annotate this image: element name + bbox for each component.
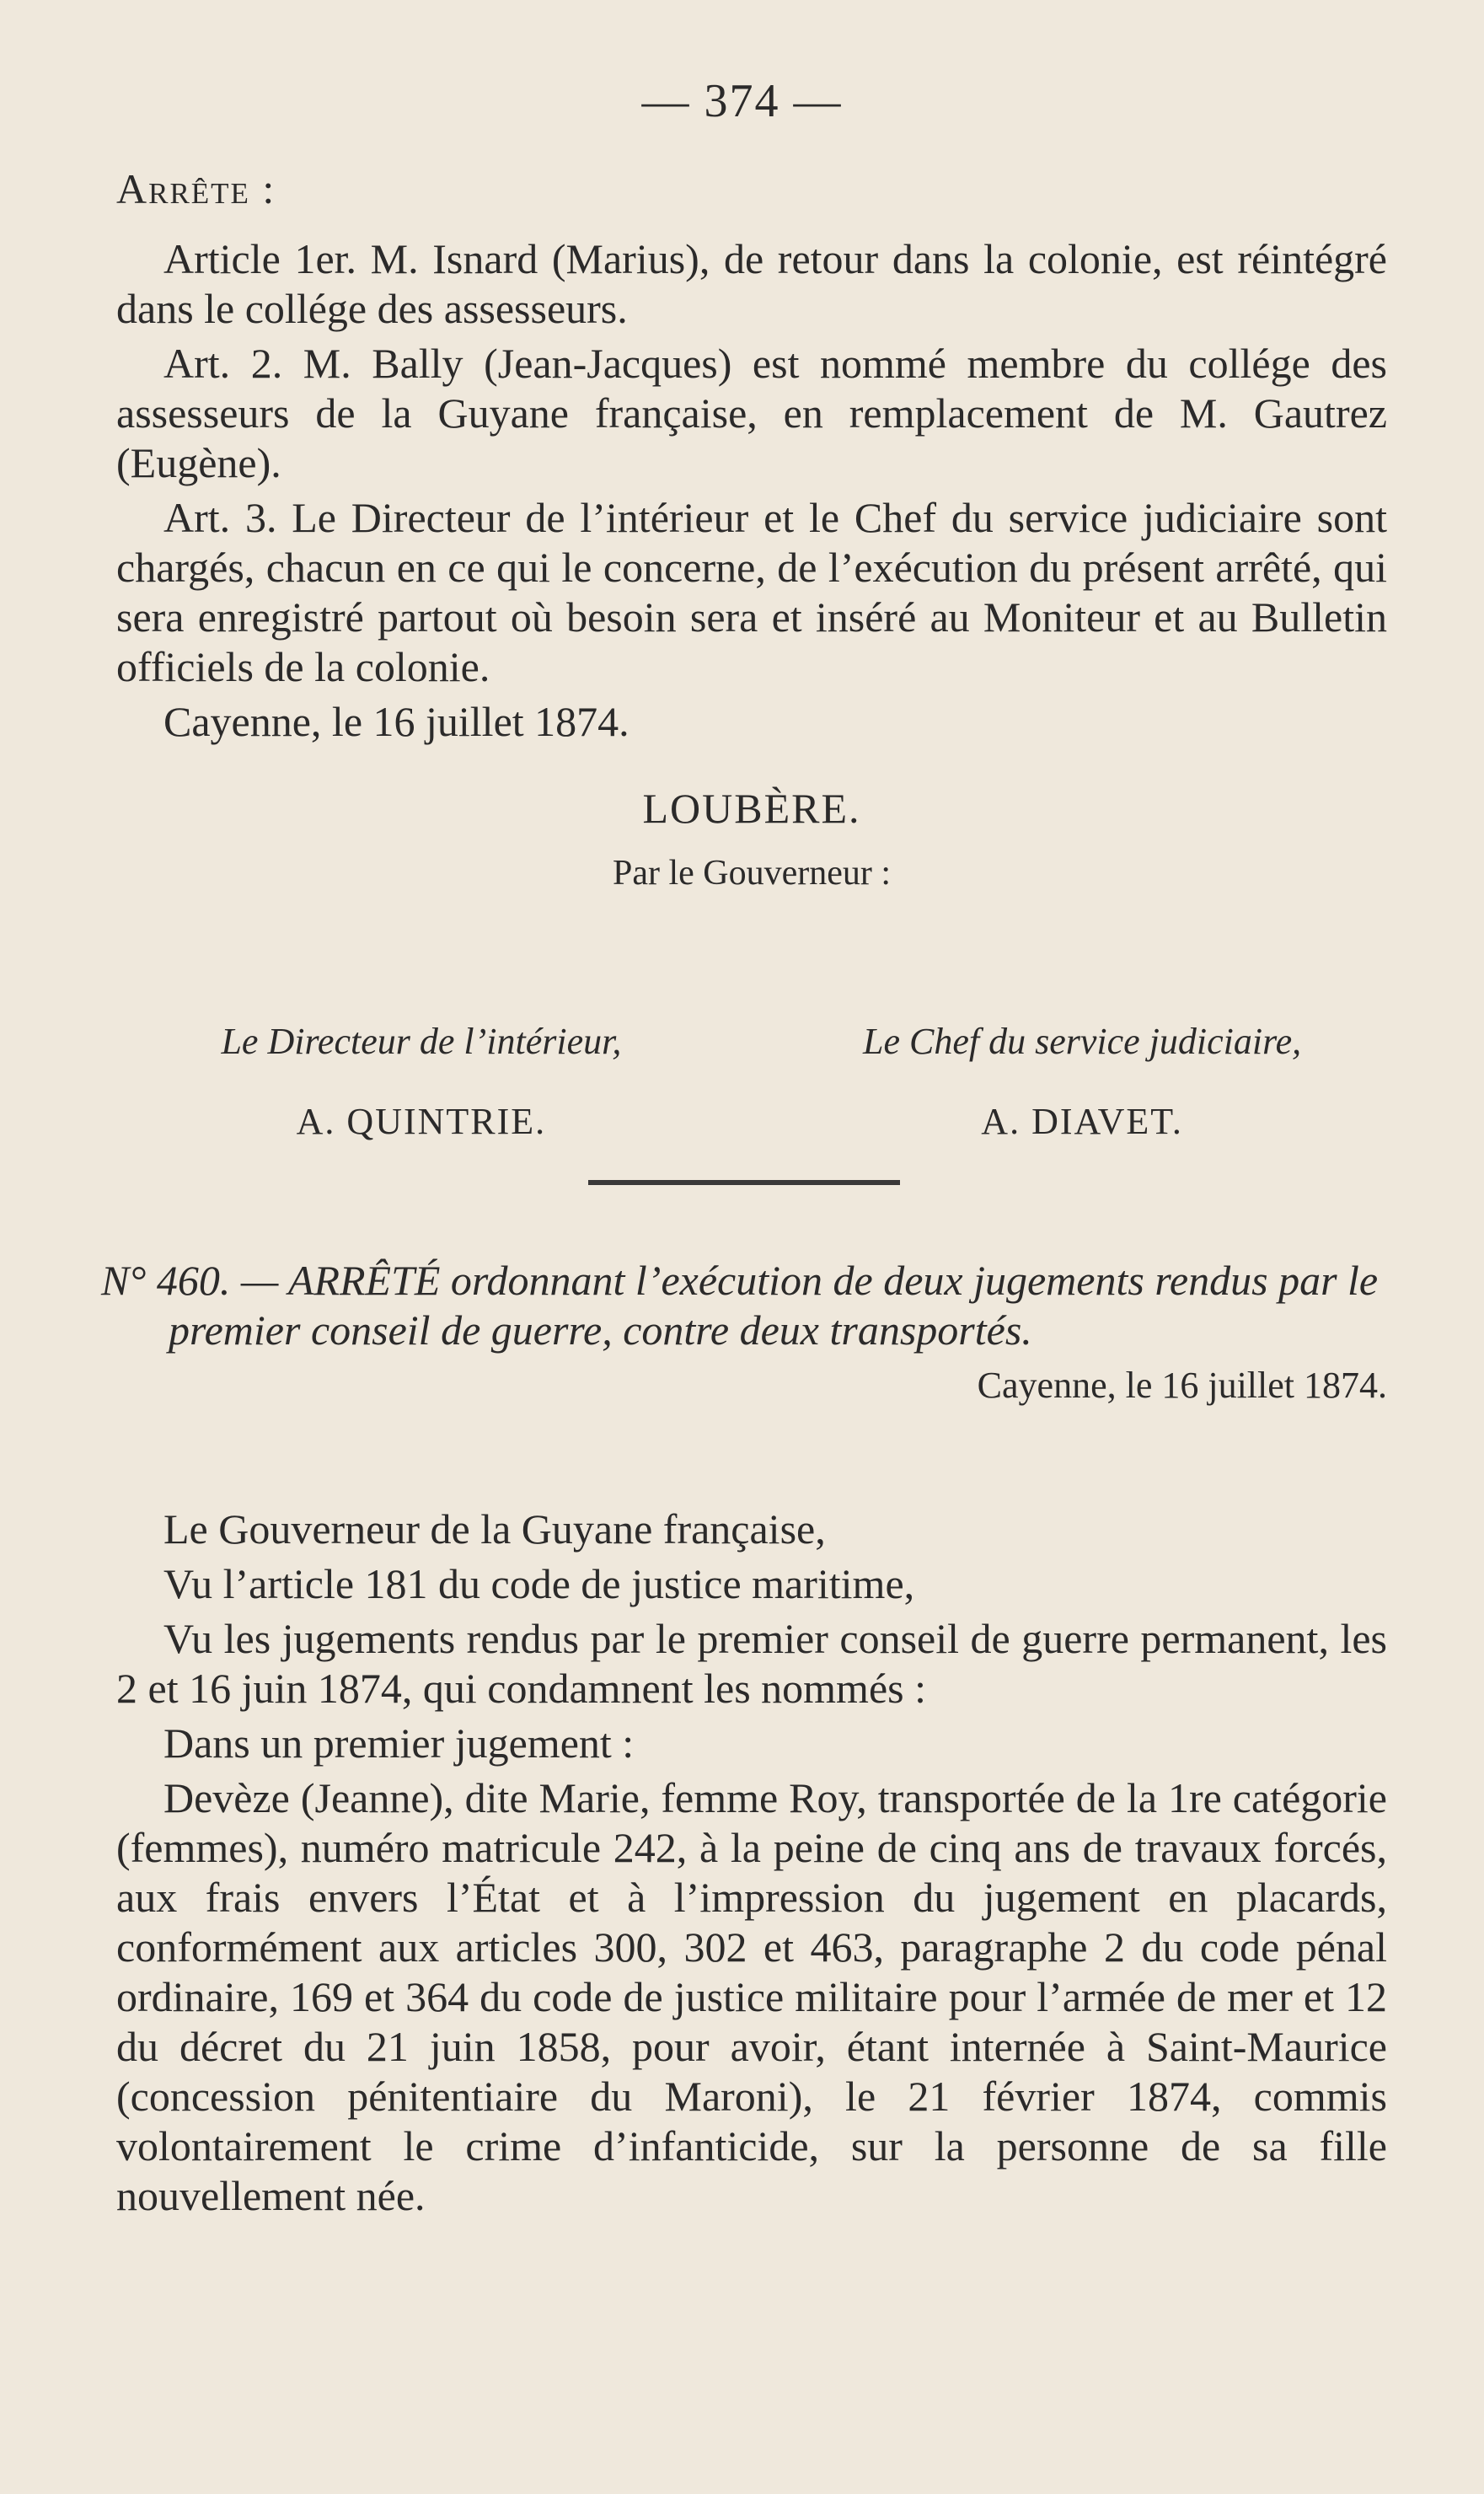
article-1: Article 1er. M. Isnard (Marius), de retour dans la colonie, est réintégré dans le collége des assesseurs.: [116, 235, 1387, 332]
decree-date: Cayenne, le 16 juillet 1874.: [977, 1365, 1387, 1406]
right-signatory-name: A. DIAVET.: [981, 1101, 1183, 1142]
decree-heading: N° 460. — ARRÊTÉ ordonnant l’exécution de deux jugements rendus par le premier conseil de guerre, contre deux transportés.: [101, 1257, 1379, 1354]
signature-names: [116, 1100, 1387, 1143]
article-3: Art. 3. Le Directeur de l’intérieur et le Chef du service judiciaire sont chargés, chacun en ce qui le concerne, de l’exécution du présent arrêté, qui sera enregistré partout où besoin sera et inséré au Moniteur et au Bulletin officiels de la colonie.: [116, 494, 1387, 690]
decree-460-header: [101, 1256, 1387, 1410]
arrete-section: [116, 164, 1387, 898]
signature-titles: [116, 1020, 1387, 1063]
governor-line: Le Gouverneur de la Guyane française,: [163, 1505, 826, 1553]
vu-judgments: Vu les jugements rendus par le premier conseil de guerre permanent, les 2 et 16 juin 1874, qui condamnent les nommés :: [116, 1615, 1387, 1712]
right-signatory-title: Le Chef du service judiciaire,: [863, 1021, 1302, 1062]
vu-article: Vu l’article 181 du code de justice maritime,: [163, 1560, 915, 1607]
page-number: — 374 —: [641, 75, 843, 127]
decree-460-body: [116, 1504, 1387, 2221]
left-signatory-name: A. QUINTRIE.: [296, 1101, 547, 1142]
article-2: Art. 2. M. Bally (Jean-Jacques) est nommé membre du collége des assesseurs de la Guyane française, en remplacement de M. Gautrez (Eugène).: [116, 340, 1387, 486]
first-judgment: Dans un premier jugement :: [163, 1719, 635, 1767]
left-signatory-title: Le Directeur de l’intérieur,: [221, 1021, 622, 1062]
arrete-date: Cayenne, le 16 juillet 1874.: [163, 698, 629, 745]
arrete-heading: Arrête :: [116, 165, 276, 212]
governor-signature: LOUBÈRE.: [642, 785, 861, 832]
judgment-body: Devèze (Jeanne), dite Marie, femme Roy, transportée de la 1re catégorie (femmes), numéro matricule 242, à la peine de cinq ans de travaux forcés, aux frais envers l’État et à l’impression du jugement en placards, conformément aux articles 300, 302 et 463, paragraphe 2 du code pénal ordinaire, 169 et 364 du code de justice militaire pour l’armée de mer et 12 du décret du 21 juin 1858, pour avoir, étant internée à Saint-Maurice (concession pénitentiaire du Maroni), le 21 février 1874, commis volontairement le crime d’infanticide, sur la personne de sa fille nouvellement née.: [116, 1774, 1387, 2219]
by-governor: Par le Gouverneur :: [612, 854, 892, 893]
section-divider: [588, 1180, 900, 1185]
